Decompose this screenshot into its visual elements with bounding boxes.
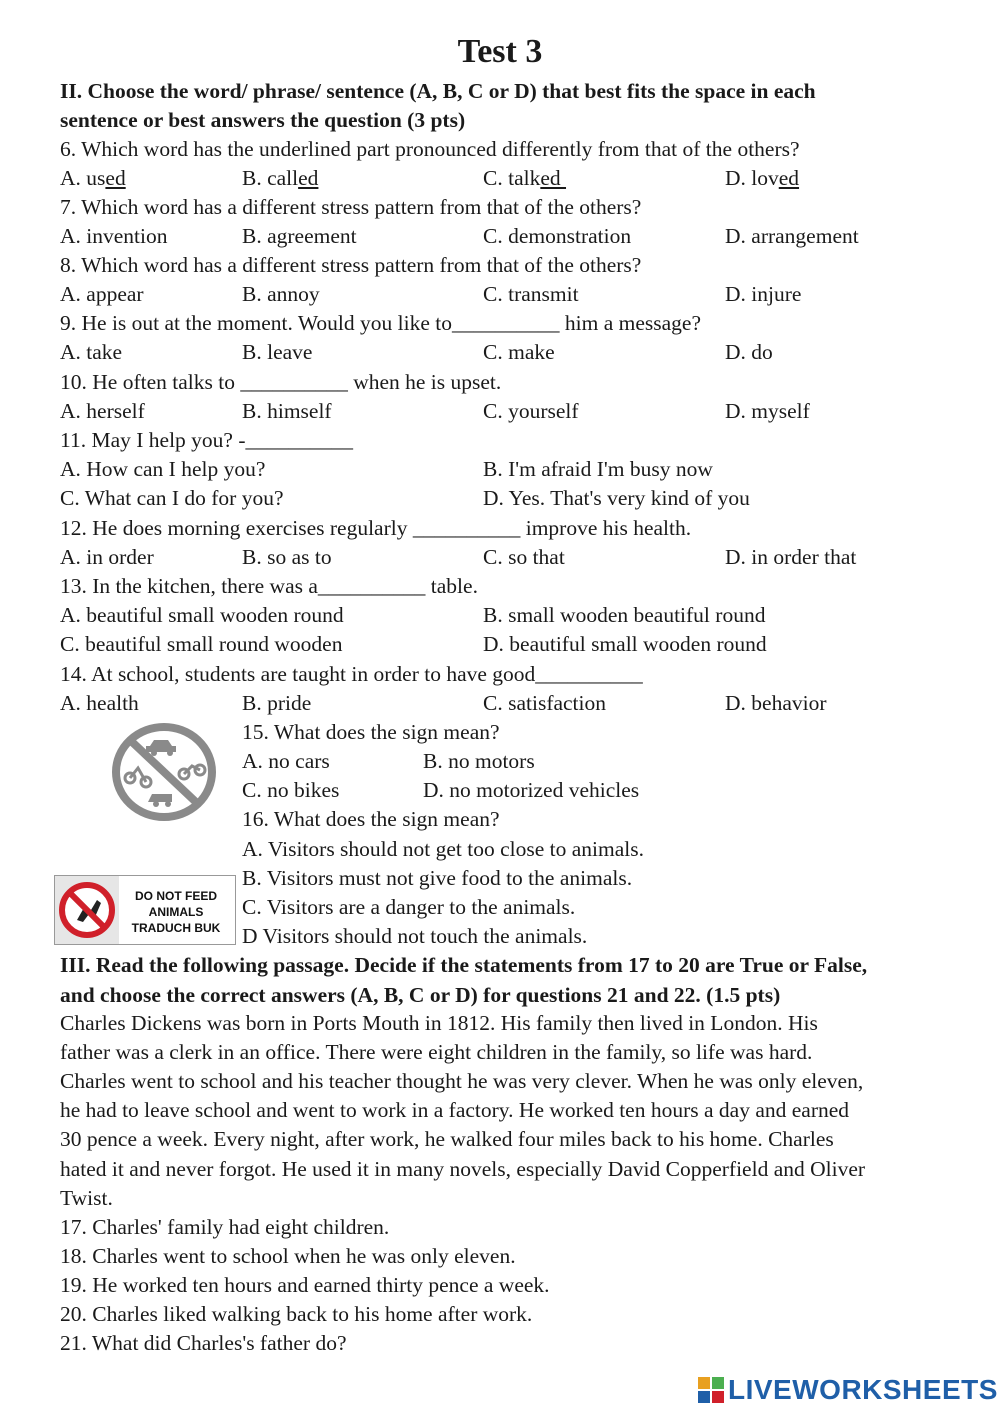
statement-18: 18. Charles went to school when he was only eleven. xyxy=(60,1244,516,1268)
q13-option-d[interactable]: D. beautiful small wooden round xyxy=(483,632,767,656)
q10-option-a[interactable]: A. herself xyxy=(60,399,145,423)
question-8: 8. Which word has a different stress pattern from that of the others? xyxy=(60,253,642,277)
q8-option-c[interactable]: C. transmit xyxy=(483,282,579,306)
no-feeding-icon xyxy=(55,876,119,944)
q10-option-d[interactable]: D. myself xyxy=(725,399,810,423)
q8-option-a[interactable]: A. appear xyxy=(60,282,144,306)
question-13: 13. In the kitchen, there was a__________ table. xyxy=(60,574,478,598)
section2-heading-line1: II. Choose the word/ phrase/ sentence (A, B, C or D) that best fits the space in each xyxy=(60,79,816,103)
section3-heading-line1: III. Read the following passage. Decide if the statements from 17 to 20 are True or False, xyxy=(60,953,868,977)
question-12: 12. He does morning exercises regularly __________ improve his health. xyxy=(60,516,692,540)
passage-line: 30 pence a week. Every night, after work, he walked four miles back to his home. Charles xyxy=(60,1127,834,1151)
q14-option-d[interactable]: D. behavior xyxy=(725,691,827,715)
question-11: 11. May I help you? -__________ xyxy=(60,428,353,452)
q6-option-d[interactable] xyxy=(725,164,799,193)
liveworksheets-logo[interactable] xyxy=(698,1373,998,1407)
q16-option-a[interactable]: A. Visitors should not get too close to animals. xyxy=(242,837,645,861)
q13-option-b[interactable]: B. small wooden beautiful round xyxy=(483,603,766,627)
sign-line3: TRADUCH BUK xyxy=(131,921,221,935)
q14-option-c[interactable]: C. satisfaction xyxy=(483,691,607,715)
page-title: Test 3 xyxy=(457,33,543,70)
q14-option-a[interactable]: A. health xyxy=(60,691,139,715)
q14-option-b[interactable]: B. pride xyxy=(242,691,312,715)
q11-option-b[interactable]: B. I'm afraid I'm busy now xyxy=(483,457,713,481)
logo-grid-icon xyxy=(698,1377,724,1403)
q15-option-b[interactable]: B. no motors xyxy=(423,749,535,773)
q16-option-c[interactable]: C. Visitors are a danger to the animals. xyxy=(242,895,576,919)
question-21: 21. What did Charles's father do? xyxy=(60,1331,347,1355)
section3-heading-line2: and choose the correct answers (A, B, C or D) for questions 21 and 22. (1.5 pts) xyxy=(60,983,781,1007)
question-10: 10. He often talks to __________ when he is upset. xyxy=(60,370,502,394)
q6-option-d-text: D. lov xyxy=(725,166,779,190)
statement-20: 20. Charles liked walking back to his home after work. xyxy=(60,1302,533,1326)
question-9: 9. He is out at the moment. Would you like to__________ him a message? xyxy=(60,311,701,335)
q6-option-b-text: B. call xyxy=(242,166,299,190)
passage-line: father was a clerk in an office. There were eight children in the family, so life was hard. xyxy=(60,1040,813,1064)
q12-option-c[interactable]: C. so that xyxy=(483,545,565,569)
q6-option-c[interactable] xyxy=(483,164,566,193)
q6-option-b-underlined: ed xyxy=(298,166,319,190)
passage-line: Twist. xyxy=(60,1186,113,1210)
do-not-feed-animals-sign xyxy=(54,875,236,945)
q6-option-d-underlined: ed xyxy=(778,166,800,190)
q11-option-d[interactable]: D. Yes. That's very kind of you xyxy=(483,486,750,510)
statement-17: 17. Charles' family had eight children. xyxy=(60,1215,390,1239)
passage-line: Charles Dickens was born in Ports Mouth in 1812. His family then lived in London. His xyxy=(60,1011,818,1035)
q11-option-c[interactable]: C. What can I do for you? xyxy=(60,486,284,510)
q8-option-d[interactable]: D. injure xyxy=(725,282,802,306)
q9-option-d[interactable]: D. do xyxy=(725,340,773,364)
q10-option-c[interactable]: C. yourself xyxy=(483,399,579,423)
sign-line2: ANIMALS xyxy=(148,905,204,919)
q6-option-b[interactable] xyxy=(242,164,318,193)
q6-option-a[interactable] xyxy=(60,164,126,193)
q10-option-b[interactable]: B. himself xyxy=(242,399,332,423)
q12-option-b[interactable]: B. so as to xyxy=(242,545,332,569)
q9-option-b[interactable]: B. leave xyxy=(242,340,313,364)
q9-option-c[interactable]: C. make xyxy=(483,340,555,364)
q13-option-a[interactable]: A. beautiful small wooden round xyxy=(60,603,344,627)
q7-option-b[interactable]: B. agreement xyxy=(242,224,357,248)
sign-line1: DO NOT FEED xyxy=(134,889,217,903)
q7-option-d[interactable]: D. arrangement xyxy=(725,224,859,248)
q7-option-c[interactable]: C. demonstration xyxy=(483,224,632,248)
q16-option-d[interactable]: D Visitors should not touch the animals. xyxy=(242,924,588,948)
question-14: 14. At school, students are taught in order to have good__________ xyxy=(60,662,643,686)
sign-label xyxy=(121,888,231,936)
passage-line: Charles went to school and his teacher thought he was very clever. When he was only eleven, xyxy=(60,1069,864,1093)
q6-option-c-text: C. talk xyxy=(483,166,541,190)
passage-line: hated it and never forgot. He used it in many novels, especially David Copperfield and Oliver xyxy=(60,1157,866,1181)
section2-heading-line2: sentence or best answers the question (3 pts) xyxy=(60,108,466,132)
q11-option-a[interactable]: A. How can I help you? xyxy=(60,457,266,481)
q6-option-c-underlined: ed xyxy=(540,166,567,190)
logo-text: LIVEWORKSHEETS xyxy=(728,1374,998,1405)
q15-option-c[interactable]: C. no bikes xyxy=(242,778,340,802)
no-motorized-vehicles-sign-icon xyxy=(108,722,220,822)
q6-option-a-text: A. us xyxy=(60,166,106,190)
q12-option-d[interactable]: D. in order that xyxy=(725,545,857,569)
q15-option-d[interactable]: D. no motorized vehicles xyxy=(423,778,640,802)
question-6: 6. Which word has the underlined part pronounced differently from that of the others? xyxy=(60,137,800,161)
passage-line: he had to leave school and went to work in a factory. He worked ten hours a day and earned xyxy=(60,1098,850,1122)
q9-option-a[interactable]: A. take xyxy=(60,340,123,364)
q8-option-b[interactable]: B. annoy xyxy=(242,282,320,306)
q15-option-a[interactable]: A. no cars xyxy=(242,749,330,773)
question-7: 7. Which word has a different stress pattern from that of the others? xyxy=(60,195,642,219)
q13-option-c[interactable]: C. beautiful small round wooden xyxy=(60,632,343,656)
statement-19: 19. He worked ten hours and earned thirty pence a week. xyxy=(60,1273,550,1297)
question-16: 16. What does the sign mean? xyxy=(242,807,500,831)
q12-option-a[interactable]: A. in order xyxy=(60,545,154,569)
q7-option-a[interactable]: A. invention xyxy=(60,224,168,248)
sign-icon-background xyxy=(55,876,119,944)
question-15: 15. What does the sign mean? xyxy=(242,720,500,744)
q16-option-b[interactable]: B. Visitors must not give food to the animals. xyxy=(242,866,633,890)
q6-option-a-underlined: ed xyxy=(105,166,126,190)
